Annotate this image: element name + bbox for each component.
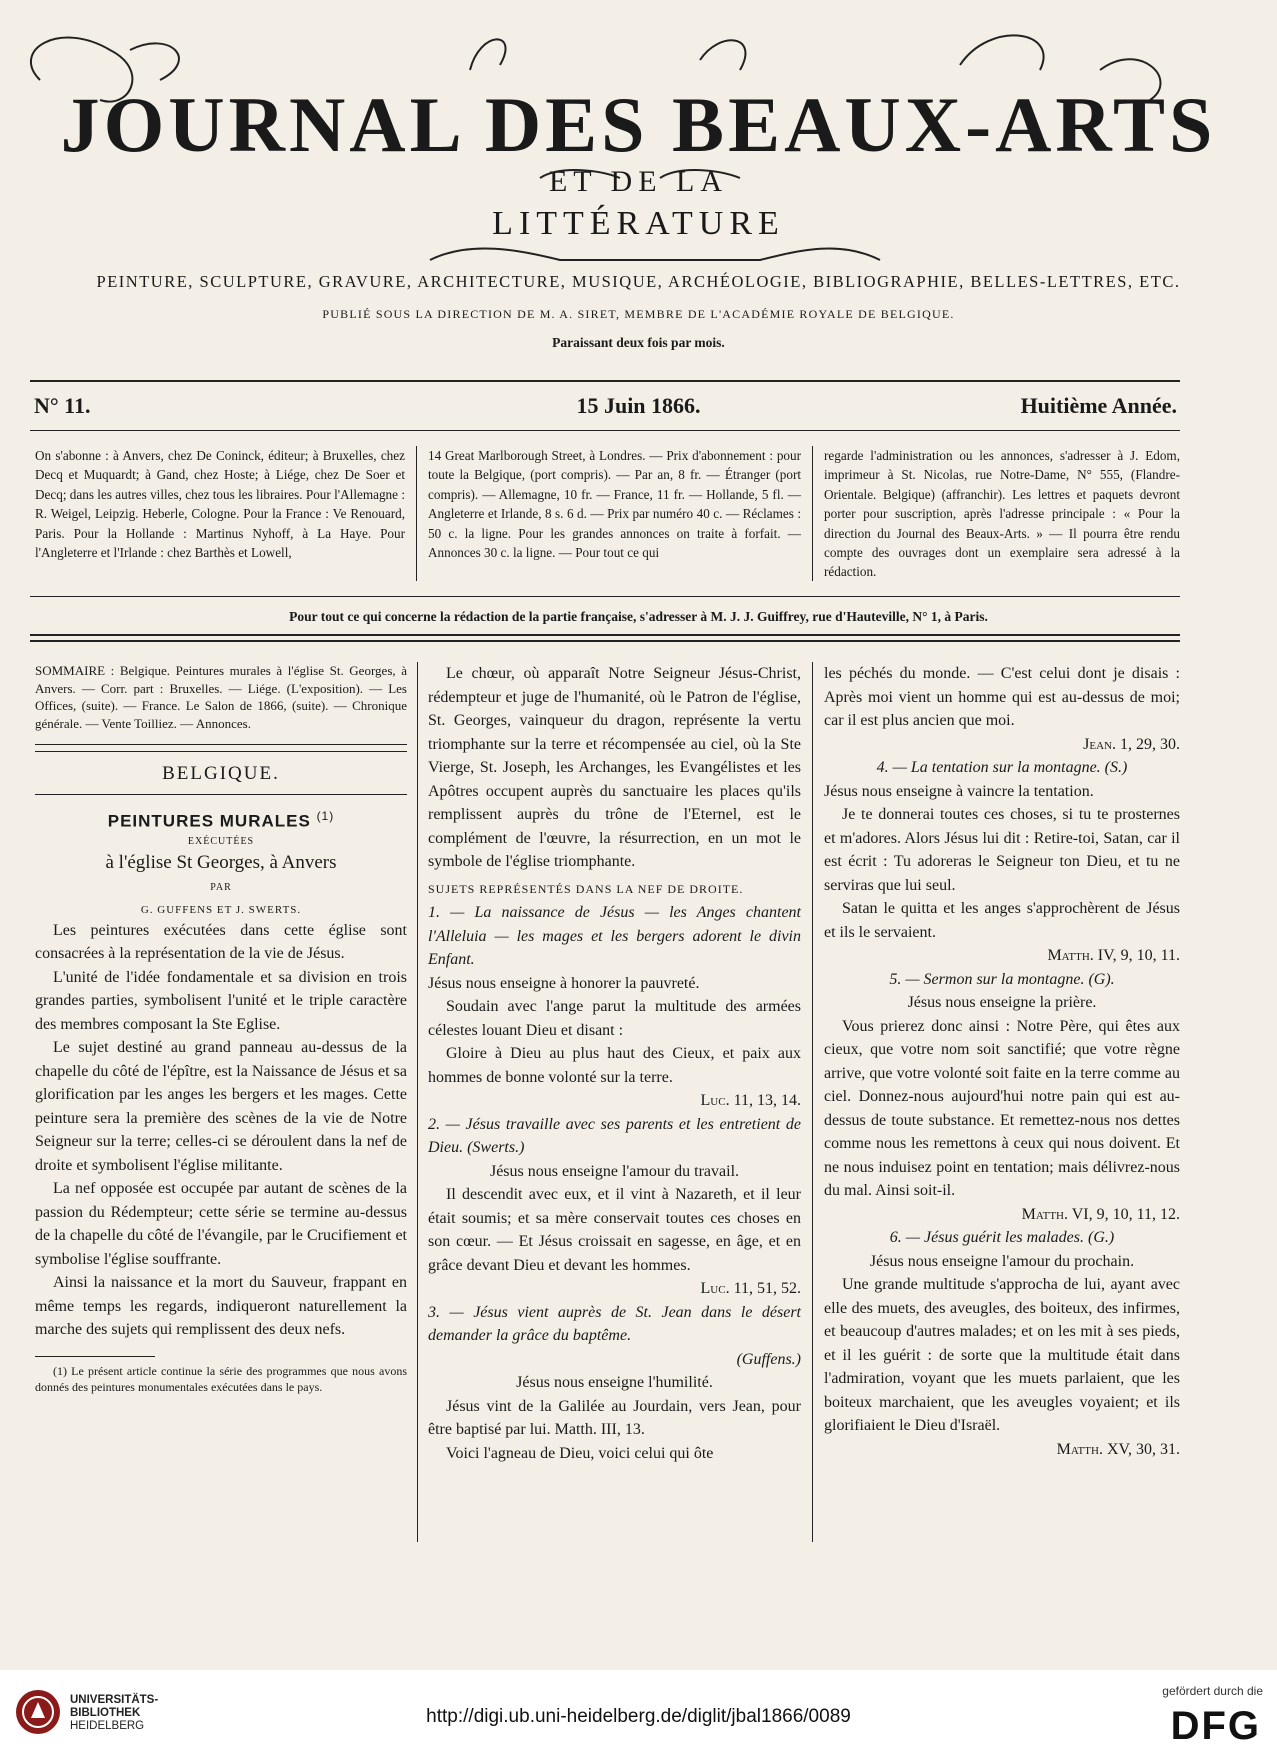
column-2 [428,662,801,1465]
journal-title: JOURNAL DES BEAUX-ARTS [60,81,1217,168]
column-1 [35,662,407,1395]
subscription-col-2: 14 Great Marlborough Street, à Londres. — Prix d'abonnement : pour toute la Belgique, (port compris). — Par an, 8 fr. — Étranger (port compris). — Allemagne, 10 fr. — France, 11 fr. — Hollande, 5 fl. — Angleterre et Irlande, 8 s. 6 d. — Prix par numéro 40 c. — Réclames : 50 c. la ligne. Pour les grandes annonces on traite à forfait. — Annonces 30 c. la ligne. — Pour tout ce qui [428,448,801,561]
journal-subtitle-et: ET DE LA [548,165,729,198]
article-title [35,805,407,833]
scripture-ref: Matth. VI, 9, 10, 11, 12. [1021,1205,1180,1223]
subject-3-title: 3. — Jésus vient auprès de St. Jean dans le désert demander la grâce du baptême. [428,1303,801,1344]
rule-redaction-2 [30,640,1180,642]
subjects-line: PEINTURE, SCULPTURE, GRAVURE, ARCHITECTURE, MUSIQUE, ARCHÉOLOGIE, BIBLIOGRAPHIE, BELLES-LETTRES, ETC. [96,272,1181,291]
subject-2-title: 2. — Jésus travaille avec ses parents et les entretient de Dieu. (Swerts.) [428,1115,801,1156]
rule-sommaire-2 [35,751,407,752]
viewer-footer [0,1670,1277,1751]
rule-sommaire-1 [35,744,407,745]
authors: G. GUFFENS ET J. SWERTS. [140,903,302,916]
issue-year: Huitième Année. [1020,393,1177,418]
issue-number: N° 11. [34,393,91,418]
subs-divider-2 [812,446,813,581]
lesson: Jésus nous enseigne à honorer la pauvreté. [428,974,700,992]
rule-subs [30,596,1180,597]
lesson: Jésus nous enseigne à vaincre la tentation. [824,782,1094,800]
journal-subtitle-litterature: LITTÉRATURE [492,205,785,242]
dfg-logo: DFG [1170,1704,1261,1748]
paragraph: La nef opposée est occupée par autant de scènes de la passion du Rédempteur; cette série se termine au-dessus de la chapelle du côté de l'évangile, par le Crucifiement et symbolise l'église souffrante. [35,1180,407,1268]
footnote-rule [35,1356,155,1357]
footnote: (1) Le présent article continue la série des programmes que nous avons donnés des peintures monumentales exécutées dans le pays. [35,1363,407,1394]
scripture-ref: Matth. IV, 9, 10, 11. [1047,947,1180,964]
paragraph: Une grande multitude s'approcha de lui, ayant avec elle des muets, des aveugles, des boiteux, des infirmes, et beaucoup d'autres malades; et on les mit à ses pieds, et il les guérit : de sorte que la multitude était dans l'admiration, voyant que les muets parlaient, que les boiteux marchaient, que les aveugles voyaient; et ils glorifiaient le Dieu d'Israël. [824,1276,1180,1434]
permalink-url[interactable]: http://digi.ub.uni-heidelberg.de/diglit/jbal1866/0089 [426,1706,851,1727]
scripture-ref: Matth. XV, 30, 31. [1056,1440,1180,1458]
masthead [0,10,1277,242]
footnote-mark: (1) [316,808,335,823]
subs-divider-1 [416,446,417,581]
library-line: UNIVERSITÄTS- [70,1694,159,1706]
scripture-ref: Luc. 11, 13, 14. [700,1092,801,1109]
column-divider-1 [417,662,418,1542]
subject-3-author: (Guffens.) [736,1350,801,1368]
lesson: Jésus nous enseigne l'humilité. [516,1374,713,1391]
paragraph: les péchés du monde. — C'est celui dont je disais : Après moi vient un homme qui est au-dessus de moi; car il est plus ancien que moi. [824,665,1180,729]
lesson: Jésus nous enseigne l'amour du travail. [489,1162,740,1180]
rule-top [30,380,1180,382]
rule-meta [30,430,1180,431]
subjects-heading: SUJETS REPRÉSENTÉS DANS LA NEF DE DROITE. [428,881,744,896]
scripture-ref: Jean. 1, 29, 30. [1083,735,1180,753]
section-heading-belgique: BELGIQUE. [162,763,280,784]
paragraph: Le chœur, où apparaît Notre Seigneur Jésus-Christ, rédempteur et juge de l'humanité, où le Patron de l'église, St. Georges, vainqueur du dragon, représente la vertu triomphante sur la terre et récompensée au ciel, où la Ste Vierge, St. Joseph, les Archanges, les Evangélistes et les Apôtres occupent auprès du sanctuaire les places qu'ils remplissent auprès du trône de l'Eternel, est le complément de l'œuvre, la résurrection, en un mot le symbole de l'église triomphante. [428,665,801,870]
frequency-line: Paraissant deux fois par mois. [552,335,725,350]
paragraph: L'unité de l'idée fondamentale et sa division en trois grandes parties, symbolisent l'unité et le triple caractère des membres composant la Ste Eglise. [35,968,407,1033]
subscription-col-1: On s'abonne : à Anvers, chez De Coninck, éditeur; à Bruxelles, chez Decq et Muquardt; à Gand, chez Hoste; à Liége, chez De Soer et Decq; dans les autres villes, chez tous les libraires. Pour l'Allemagne : R. Weigel, Leipzig. Heberle, Cologne. Pour la France : Ve Renouard, Paris. Pour la Hollande : Martinus Nyhoff, à La Haye. Pour l'Angleterre et l'Irlande : chez Barthès et Lowell, [35,448,405,561]
column-3 [824,662,1180,1461]
sommaire: SOMMAIRE : Belgique. Peintures murales à l'église St. Georges, à Anvers. — Corr. part : Bruxelles. — Liége. (L'exposition). — Les Offices, (suite). — France. Le Salon de 1866, (suite). — Chronique générale. — Vente Toilliez. — Annonces. [35,663,407,731]
redaction-notice: Pour tout ce qui concerne la rédaction de la partie française, s'adresser à M. J. J. Guiffrey, rue d'Hauteville, N° 1, à Paris. [289,609,988,624]
paragraph: Le sujet destiné au grand panneau au-dessus de la chapelle du côté de l'épître, est la Naissance de Jésus et sa glorification par les anges les bergers et les mages. Cette peinture sera la première des scènes de la vie de Notre Seigneur sur la terre; celles-ci se déroulent dans la nef de droite et symbolisent l'église militante. [35,1039,407,1174]
lesson: Jésus nous enseigne la prière. [907,994,1097,1011]
rule-section [35,794,407,795]
publisher-line: PUBLIÉ SOUS LA DIRECTION DE M. A. SIRET, MEMBRE DE L'ACADÉMIE ROYALE DE BELGIQUE. [322,307,955,321]
scripture-ref: Luc. 11, 51, 52. [700,1280,801,1297]
subject-1-title: 1. — La naissance de Jésus — les Anges chantent l'Alleluia — les mages et les bergers adorent le divin Enfant. [428,904,801,968]
subscription-col-3: regarde l'administration ou les annonces, s'adresser à J. Edom, imprimeur à St. Nicolas, rue Notre-Dame, N° 555, (Flandre-Orientale. Belgique) (affranchir). Les lettres et paquets devront porter pour suscription, après l'adresse principale : « Pour la direction du Journal des Beaux-Arts. » — Il pourra être rendu compte des ouvrages dont un exemplaire sera adressé à la rédaction. [824,448,1180,580]
church-name: à l'église St Georges, à Anvers [105,851,337,873]
paragraph: Ainsi la naissance et la mort du Sauveur, frappant en même temps les regards, indiqueront naturellement la marche des sujets qui remplissent des deux nefs. [35,1274,407,1339]
paragraph: Soudain avec l'ange parut la multitude des armées célestes louant Dieu et disant : [428,998,801,1039]
par-label: PAR [210,881,232,893]
paragraph: Satan le quitta et les anges s'approchèrent de Jésus et ils le servaient. [824,900,1180,941]
rule-redaction-1 [30,634,1180,636]
column-divider-2 [812,662,813,1542]
library-line: BIBLIOTHEK [70,1707,141,1719]
paragraph: Voici l'agneau de Dieu, voici celui qui ôte [446,1444,714,1462]
paragraph: Vous prierez donc ainsi : Notre Père, qui êtes aux cieux, que votre nom soit sanctifié; que votre règne arrive, que votre volonté soit faite en la terre comme au ciel. Donnez-nous aujourd'hui notre pain qui est au-dessus de toute substance. Et remettez-nous nos dettes comme nous les remettons à ceux qui nous doivent. Et ne nous induisez point en tentation; mais délivrez-nous du mal. Ainsi soit-il. [824,1017,1180,1199]
funded-by-label: gefördert durch die [1162,1684,1263,1698]
executees-label: EXÉCUTÉES [187,835,255,847]
lesson: Jésus nous enseigne l'amour du prochain. [869,1252,1135,1270]
library-line: HEIDELBERG [70,1720,145,1732]
paragraph: Jésus vint de la Galilée au Jourdain, vers Jean, pour être baptisé par lui. Matth. III, 13. [428,1397,801,1438]
paragraph: Je te donnerai toutes ces choses, si tu te prosternes et m'adores. Alors Jésus lui dit : Retire-toi, Satan, car il est écrit : Tu adoreras le Seigneur ton Dieu, et tu ne serviras que lui seul. [824,806,1180,894]
paragraph: Gloire à Dieu au plus haut des Cieux, et paix aux hommes de bonne volonté sur la terre. [428,1045,801,1086]
subject-4-title: 4. — La tentation sur la montagne. (S.) [876,759,1128,776]
paragraph: Il descendit avec eux, et il vint à Nazareth, et il leur était soumis; et sa mère conservait toutes ces choses en son cœur. — Et Jésus croissait en sagesse, en âge, et en grâce devant Dieu et devant les hommes. [428,1186,801,1274]
article-title-text: PEINTURES MURALES [107,811,311,831]
subject-5-title: 5. — Sermon sur la montagne. (G). [889,970,1115,988]
issue-date: 15 Juin 1866. [576,393,701,418]
subject-6-title: 6. — Jésus guérit les malades. (G.) [889,1229,1115,1246]
paragraph: Les peintures exécutées dans cette église sont consacrées à la représentation de la vie de Jésus. [35,921,407,963]
